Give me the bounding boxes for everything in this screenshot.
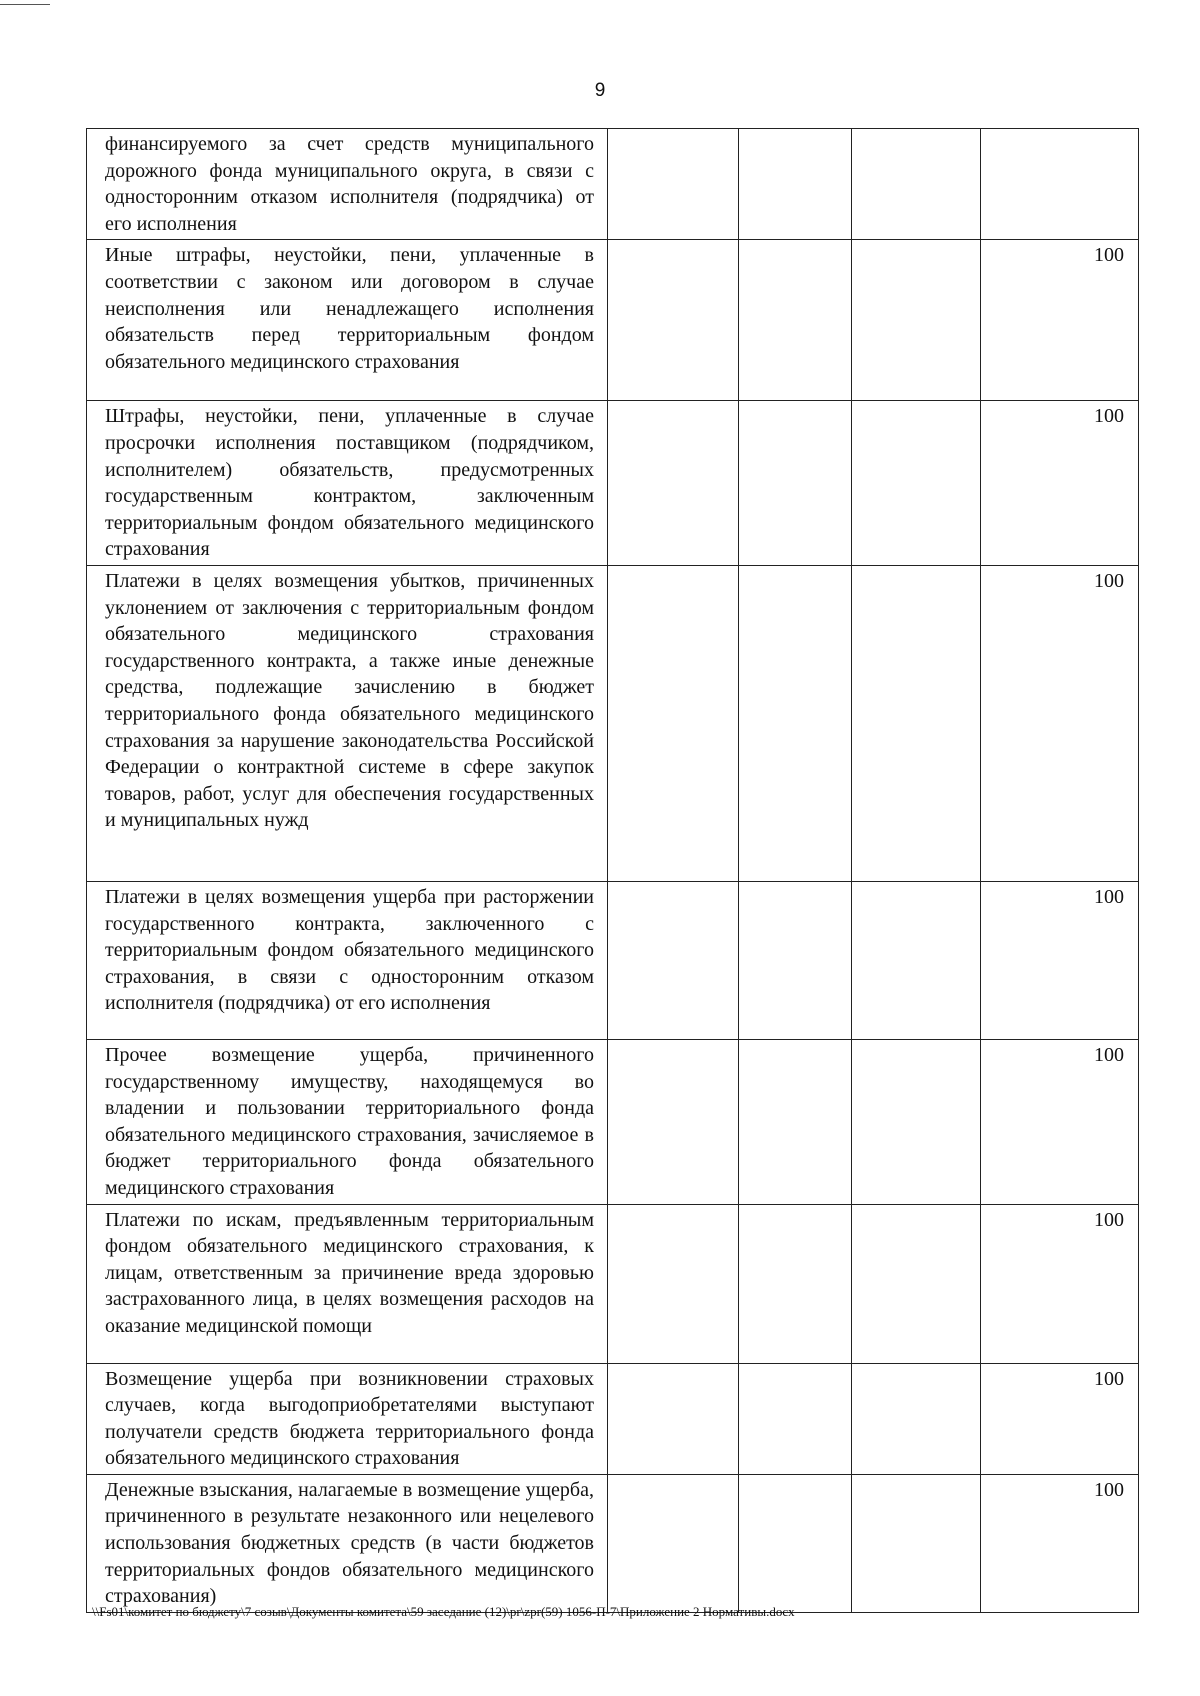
cell-col3 (739, 401, 852, 566)
table-row (87, 1363, 1139, 1474)
cell-col3 (739, 565, 852, 881)
cell-col2 (608, 565, 739, 881)
cell-col4 (852, 1363, 981, 1474)
scan-edge-mark (0, 4, 50, 5)
row-description: Денежные взыскания, налагаемые в возмещение ущерба, причиненного в результате незаконного или нецелевого использования бюджетных средств (в части бюджетов территориальных фондов обязательного медицинского страхования) (87, 1474, 608, 1612)
cell-col5: 100 (981, 1474, 1139, 1612)
cell-col4 (852, 1204, 981, 1363)
page-number: 9 (594, 80, 606, 101)
cell-col4 (852, 881, 981, 1039)
cell-col3 (739, 881, 852, 1039)
cell-col5: 100 (981, 1363, 1139, 1474)
cell-col5: 100 (981, 240, 1139, 401)
table-row (87, 1474, 1139, 1612)
row-description: Возмещение ущерба при возникновении страховых случаев, когда выгодоприобретателями выступают получатели средств бюджета территориального фонда обязательного медицинского страхования (87, 1363, 608, 1474)
cell-col3 (739, 129, 852, 240)
cell-col5: 100 (981, 1039, 1139, 1204)
cell-col2 (608, 1474, 739, 1612)
cell-col5: 100 (981, 881, 1139, 1039)
cell-col4 (852, 129, 981, 240)
cell-col5: 100 (981, 565, 1139, 881)
cell-col2 (608, 240, 739, 401)
cell-col2 (608, 1204, 739, 1363)
table-row (87, 401, 1139, 566)
cell-col2 (608, 1363, 739, 1474)
row-description: финансируемого за счет средств муниципального дорожного фонда муниципального округа, в связи с односторонним отказом исполнителя (подрядчика) от его исполнения (87, 129, 608, 240)
table-row (87, 565, 1139, 881)
cell-col4 (852, 240, 981, 401)
cell-col5: 100 (981, 1204, 1139, 1363)
cell-col3 (739, 1039, 852, 1204)
cell-col4 (852, 401, 981, 566)
cell-col4 (852, 1474, 981, 1612)
cell-col4 (852, 1039, 981, 1204)
cell-col3 (739, 1204, 852, 1363)
table-row (87, 240, 1139, 401)
row-description: Платежи в целях возмещения убытков, причиненных уклонением от заключения с территориальным фондом обязательного медицинского страхования государственного контракта, а также иные денежные средства, подлежащие зачислению в бюджет территориального фонда обязательного медицинского страхования за нарушение законодательства Российской Федерации о контрактной системе в сфере закупок товаров, работ, услуг для обеспечения государственных и муниципальных нужд (87, 565, 608, 881)
file-path-footer: \\Fs01\комитет по бюджету\7 созыв\Документы комитета\59 заседание (12)\pr\zpr(59) 1056-П-7\Приложение 2 Нормативы.docx (92, 1604, 795, 1619)
cell-col5 (981, 129, 1139, 240)
table-row (87, 1204, 1139, 1363)
cell-col3 (739, 240, 852, 401)
normatives-table (86, 128, 1139, 1613)
cell-col4 (852, 565, 981, 881)
cell-col3 (739, 1363, 852, 1474)
cell-col5: 100 (981, 401, 1139, 566)
table-row (87, 881, 1139, 1039)
row-description: Иные штрафы, неустойки, пени, уплаченные в соответствии с законом или договором в случае неисполнения или ненадлежащего исполнения обязательств перед территориальным фондом обязательного медицинского страхования (87, 240, 608, 401)
cell-col2 (608, 401, 739, 566)
cell-col3 (739, 1474, 852, 1612)
row-description: Платежи в целях возмещения ущерба при расторжении государственного контракта, заключенного с территориальным фондом обязательного медицинского страхования, в связи с односторонним отказом исполнителя (подрядчика) от его исполнения (87, 881, 608, 1039)
table-row (87, 129, 1139, 240)
cell-col2 (608, 1039, 739, 1204)
table-row (87, 1039, 1139, 1204)
cell-col2 (608, 881, 739, 1039)
row-description: Штрафы, неустойки, пени, уплаченные в случае просрочки исполнения поставщиком (подрядчиком, исполнителем) обязательств, предусмотренных государственным контрактом, заключенным территориальным фондом обязательного медицинского страхования (87, 401, 608, 566)
cell-col2 (608, 129, 739, 240)
row-description: Платежи по искам, предъявленным территориальным фондом обязательного медицинского страхования, к лицам, ответственным за причинение вреда здоровью застрахованного лица, в целях возмещения расходов на оказание медицинской помощи (87, 1204, 608, 1363)
row-description: Прочее возмещение ущерба, причиненного государственному имуществу, находящемуся во владении и пользовании территориального фонда обязательного медицинского страхования, зачисляемое в бюджет территориального фонда обязательного медицинского страхования (87, 1039, 608, 1204)
